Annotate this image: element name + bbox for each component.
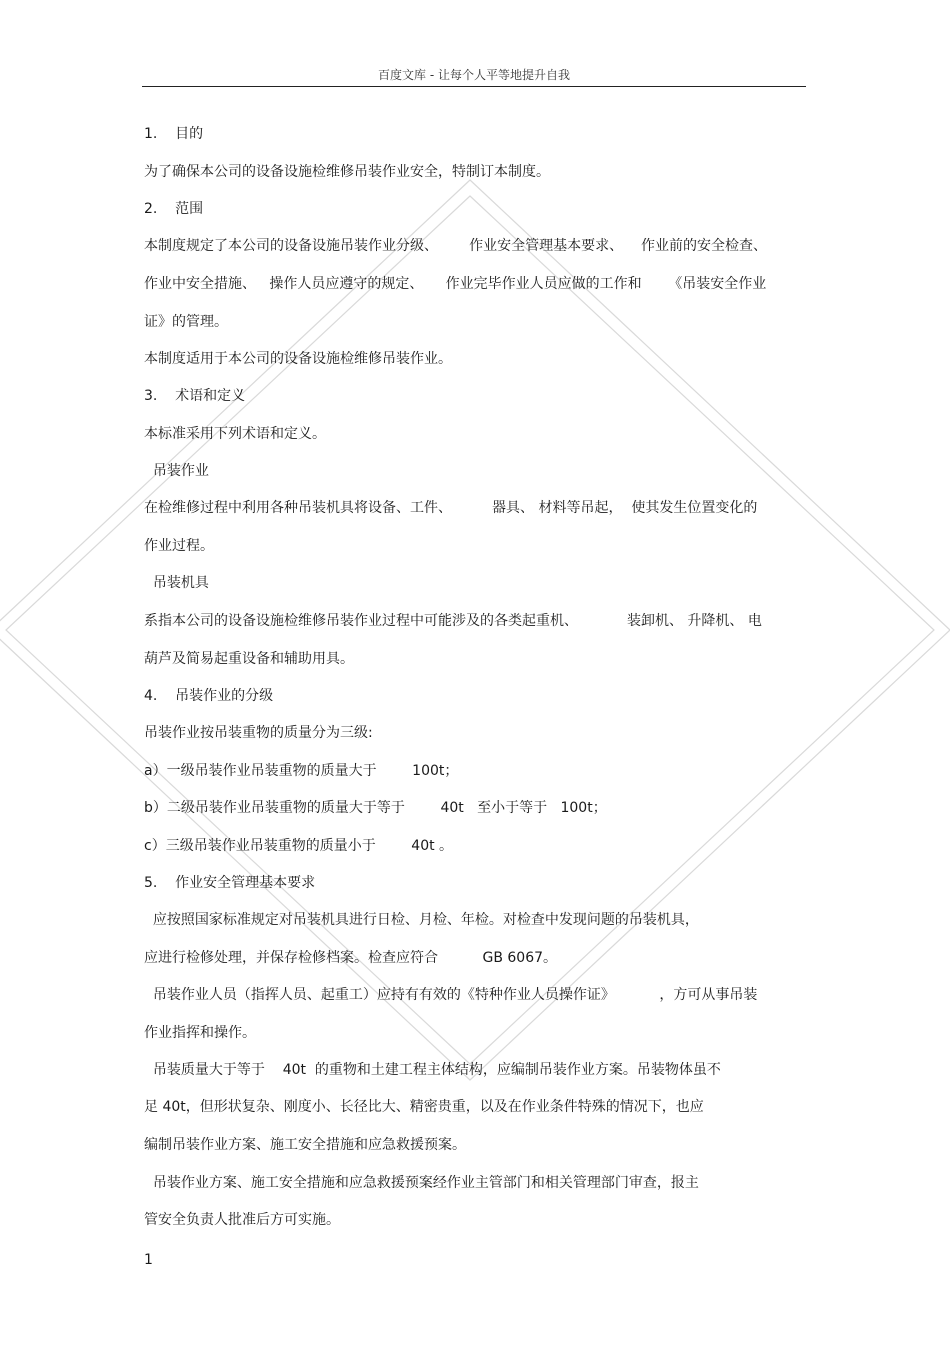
text-line: 系指本公司的设备设施检维修吊装作业过程中可能涉及的各类起重机、 装卸机、 升降机、 电 [144, 613, 762, 629]
text-line: 本标准采用下列术语和定义。 [144, 426, 326, 442]
text-line: 吊装作业人员（指挥人员、起重工）应持有有效的《特种作业人员操作证》 ，方可从事吊装 [144, 987, 758, 1003]
text-line: 1. 目的 [144, 126, 204, 142]
text-line: 作业指挥和操作。 [144, 1025, 256, 1041]
text-line: 为了确保本公司的设备设施检维修吊装作业安全，特制订本制度。 [144, 164, 550, 180]
text-line: 应进行检修处理，并保存检修档案。检查应符合 GB 6067。 [144, 950, 558, 966]
page-header: 百度文库 - 让每个人平等地提升自我 [378, 68, 570, 82]
header-rule [142, 86, 806, 87]
text-line: 吊装作业方案、施工安全措施和应急救援预案经作业主管部门和相关管理部门审查，报主 [144, 1175, 699, 1191]
text-line: 编制吊装作业方案、施工安全措施和应急救援预案。 [144, 1137, 466, 1153]
text-line: 吊装机具 [144, 575, 209, 591]
text-line: 本制度适用于本公司的设备设施检维修吊装作业。 [144, 351, 452, 367]
text-line: 证》的管理。 [144, 314, 228, 330]
text-line: 应按照国家标准规定对吊装机具进行日检、月检、年检。对检查中发现问题的吊装机具， [144, 912, 699, 928]
text-line: b）二级吊装作业吊装重物的质量大于等于 40t 至小于等于 100t； [144, 800, 607, 816]
text-line: 本制度规定了本公司的设备设施吊装作业分级、 作业安全管理基本要求、 作业前的安全检查、 [144, 238, 767, 254]
text-line: 2. 范围 [144, 201, 204, 217]
text-line: 吊装质量大于等于 40t 的重物和土建工程主体结构，应编制吊装作业方案。吊装物体虽不 [144, 1062, 721, 1078]
text-line: 吊装作业按吊装重物的质量分为三级: [144, 725, 373, 741]
text-line: 在检维修过程中利用各种吊装机具将设备、工件、 器具、 材料等吊起， 使其发生位置变化的 [144, 500, 758, 516]
text-line: 足 40t，但形状复杂、刚度小、长径比大、精密贵重，以及在作业条件特殊的情况下，也应 [144, 1099, 704, 1115]
text-line: 吊装作业 [144, 463, 209, 479]
page-number: 1 [144, 1252, 153, 1268]
text-line: 5. 作业安全管理基本要求 [144, 875, 316, 891]
text-line: 管安全负责人批准后方可实施。 [144, 1212, 340, 1228]
text-line: a）一级吊装作业吊装重物的质量大于 100t； [144, 763, 459, 779]
text-line: 4. 吊装作业的分级 [144, 688, 274, 704]
text-line: 作业过程。 [144, 538, 214, 554]
text-line: 作业中安全措施、 操作人员应遵守的规定、 作业完毕作业人员应做的工作和 《吊装安全作业 [144, 276, 767, 292]
text-line: c）三级吊装作业吊装重物的质量小于 40t 。 [144, 838, 454, 854]
text-line: 3. 术语和定义 [144, 388, 246, 404]
text-line: 葫芦及简易起重设备和辅助用具。 [144, 651, 354, 667]
